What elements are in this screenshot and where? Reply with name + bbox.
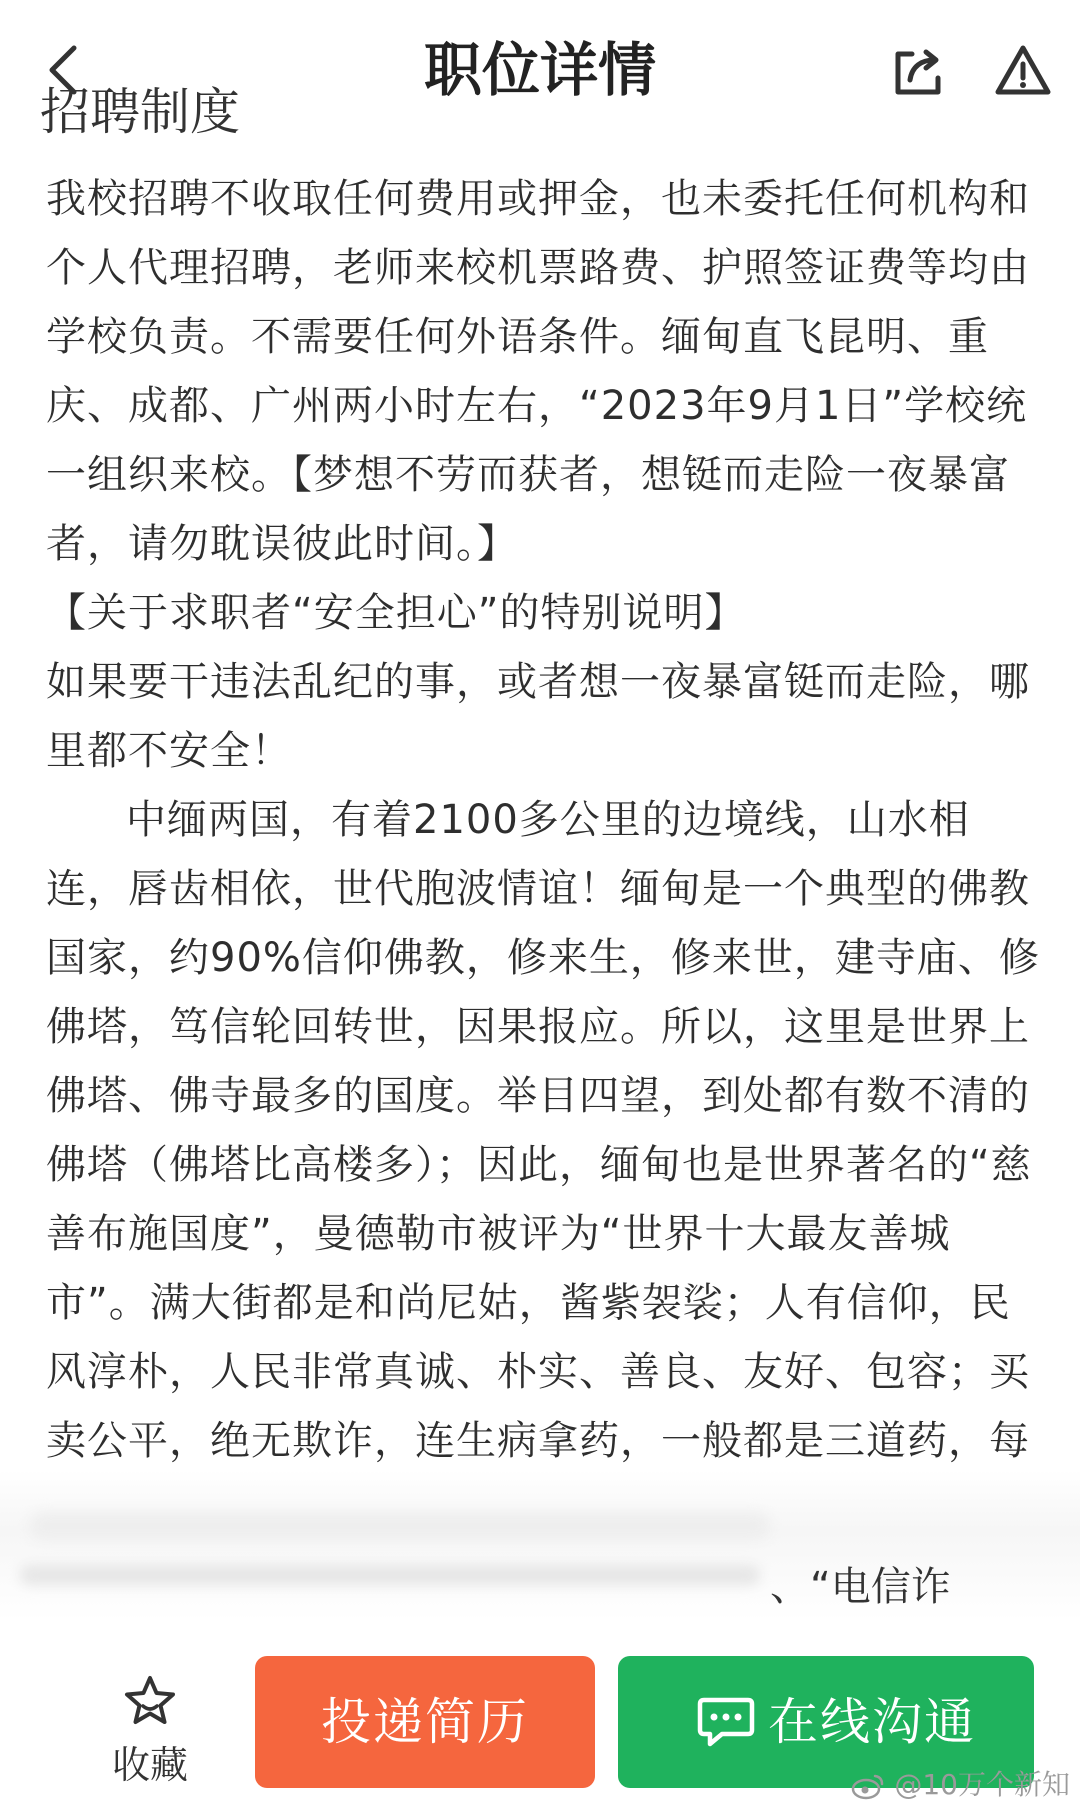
watermark-text: @10万个新知 (894, 1768, 1070, 1801)
share-icon (890, 44, 946, 100)
paragraph-safety-note: 如果要干违法乱纪的事，或者想一夜暴富铤而走险，哪里都不安全！ (46, 659, 1030, 774)
report-button[interactable] (994, 42, 1052, 100)
paragraph-safety-heading: 【关于求职者“安全担心”的特别说明】 (46, 590, 746, 636)
paragraph-myanmar-description: 中缅两国，有着2100多公里的边境线，山水相连，唇齿相依，世代胞波情谊！缅甸是一个典型的佛教国家，约90%信仰佛教，修来生，修来世，建寺庙、修佛塔，笃信轮回转世，因果报应。所以，这里是世界上佛塔、佛寺最多的国度。举目四望，到处都有数不清的佛塔（佛塔比高楼多）；因此，缅甸也是世界著名的“慈善布施国度”，曼德勒市被评为“世界十大最友善城市”。满大街都是和尚尼姑，酱紫袈裟；人有信仰，民风淳朴，人民非常真诚、朴实、善良、友好、包容；买卖公平，绝无欺诈，连生病拿药，一般都是三道药，每 (46, 797, 1040, 1464)
star-icon (121, 1672, 179, 1730)
clipped-text: 招聘制度 (40, 83, 240, 141)
blurred-line (20, 1565, 760, 1585)
partial-text-fragment: 、“电信诈 (770, 1564, 951, 1610)
warning-icon (994, 42, 1052, 100)
submit-resume-button[interactable]: 投递简历 (255, 1656, 595, 1788)
job-description (46, 165, 1046, 1545)
share-button[interactable] (890, 44, 946, 100)
blurred-line (30, 1512, 770, 1540)
paragraph-recruitment-policy: 我校招聘不收取任何费用或押金，也未委托任何机构和个人代理招聘，老师来校机票路费、护照签证费等均由学校负责。不需要任何外语条件。缅甸直飞昆明、重庆、成都、广州两小时左右，“2023年9月1日”学校统一组织来校。【梦想不劳而获者，想铤而走险一夜暴富者，请勿耽误彼此时间。】 (46, 176, 1030, 567)
clipped-text-line (40, 83, 280, 141)
watermark (851, 1768, 1070, 1802)
weibo-icon (851, 1772, 885, 1800)
chat-bubble-icon (696, 1694, 756, 1750)
favorite-label: 收藏 (111, 1743, 188, 1787)
online-chat-label: 在线沟通 (768, 1693, 976, 1751)
favorite-button[interactable] (98, 1672, 202, 1792)
page-title: 职位详情 (423, 36, 656, 104)
